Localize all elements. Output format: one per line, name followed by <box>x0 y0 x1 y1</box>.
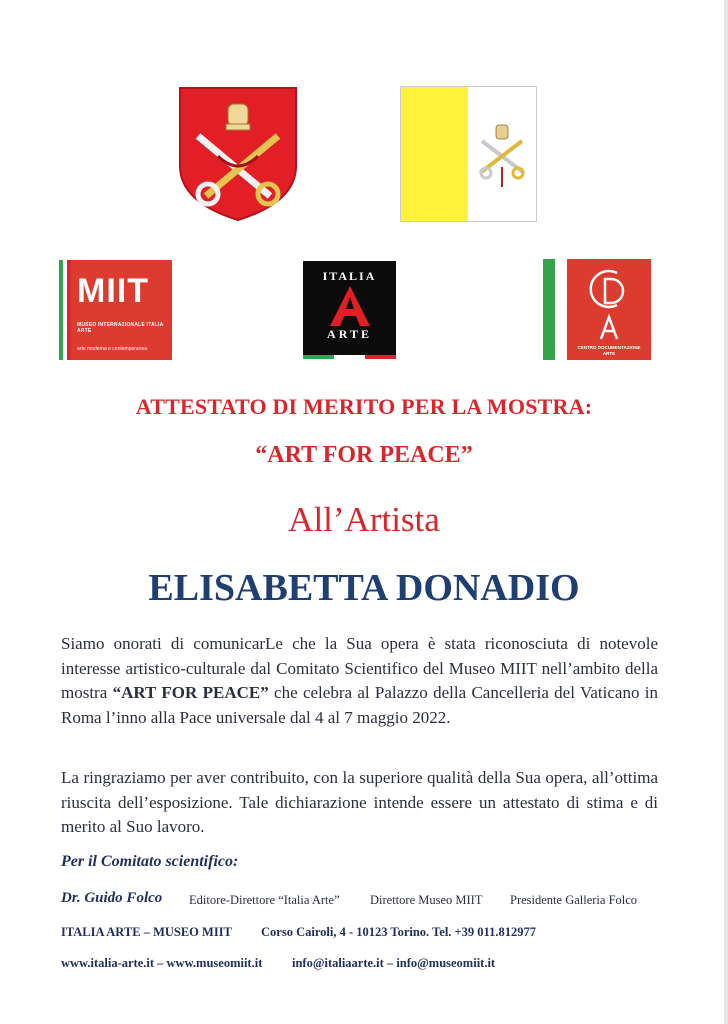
committee-label: Per il Comitato scientifico: <box>61 853 239 870</box>
recipient-prefix: All’Artista <box>288 500 440 539</box>
paragraph-1-text-b: che celebra al Palazzo della Cancelleria del Vaticano in Roma l’inno alla Pace universale dal 4 al 7 maggio 2022. <box>61 683 658 727</box>
italia-arte-logo-top: ITALIA <box>322 269 377 283</box>
cda-caption-line2: ARTE <box>602 351 616 356</box>
cda-caption-line1: CENTRO DOCUMENTAZIONE <box>577 345 641 350</box>
cda-logo <box>543 259 651 360</box>
signer-role-editor: Editore-Direttore “Italia Arte” <box>189 893 340 907</box>
paragraph-1-text-a: Siamo onorati di comunicarLe che la Sua opera è stata riconosciuta di notevole interesse artistico-culturale dal Comitato Scientifico del Museo MIIT nell’ambito della mostra <box>61 634 658 702</box>
flag-yellow-half <box>401 87 468 221</box>
signer-role-museum: Direttore Museo MIIT <box>370 893 483 907</box>
website-links[interactable]: www.italia-arte.it – www.museomiit.it <box>61 956 263 970</box>
paragraph-2: La ringraziamo per aver contribuito, con la superiore qualità della Sua opera, all’ottima riuscita dell’esposizione. Tale dichiarazione intende essere un attestato di stima e di merito al Suo lavoro. <box>61 768 658 836</box>
exhibition-title: “ART FOR PEACE” <box>255 442 473 468</box>
italia-arte-letter-a-icon <box>329 285 371 327</box>
certificate-title: ATTESTATO DI MERITO PER LA MOSTRA: <box>135 394 593 419</box>
paragraph-1-exhibition: “ART FOR PEACE” <box>112 683 269 702</box>
italia-arte-logo <box>303 261 396 359</box>
paragraph-1 <box>61 632 658 730</box>
papal-keys-icon <box>468 87 536 221</box>
organization-address: Corso Cairoli, 4 - 10123 Torino. Tel. +39 011.812977 <box>261 925 536 939</box>
vatican-coat-of-arms-icon <box>178 86 298 222</box>
miit-logo-tagline: arte moderna e contemporanea <box>77 346 148 352</box>
artist-name: ELISABETTA DONADIO <box>148 567 580 609</box>
miit-logo <box>59 260 172 360</box>
email-links[interactable]: info@italiaarte.it – info@museomiit.it <box>292 956 496 970</box>
cda-logo-caption <box>567 345 651 357</box>
organization-name: ITALIA ARTE – MUSEO MIIT <box>61 925 232 939</box>
signer-name: Dr. Guido Folco <box>61 890 163 906</box>
miit-logo-text: MIIT <box>77 272 149 310</box>
vatican-flag-icon <box>400 86 537 222</box>
signer-role-gallery: Presidente Galleria Folco <box>510 893 638 907</box>
flag-white-half <box>468 87 536 221</box>
italia-arte-logo-bottom: ARTE <box>327 327 372 341</box>
cda-monogram-icon <box>577 265 641 343</box>
miit-logo-subtitle: MUSEO INTERNAZIONALE ITALIA ARTE <box>77 322 164 334</box>
